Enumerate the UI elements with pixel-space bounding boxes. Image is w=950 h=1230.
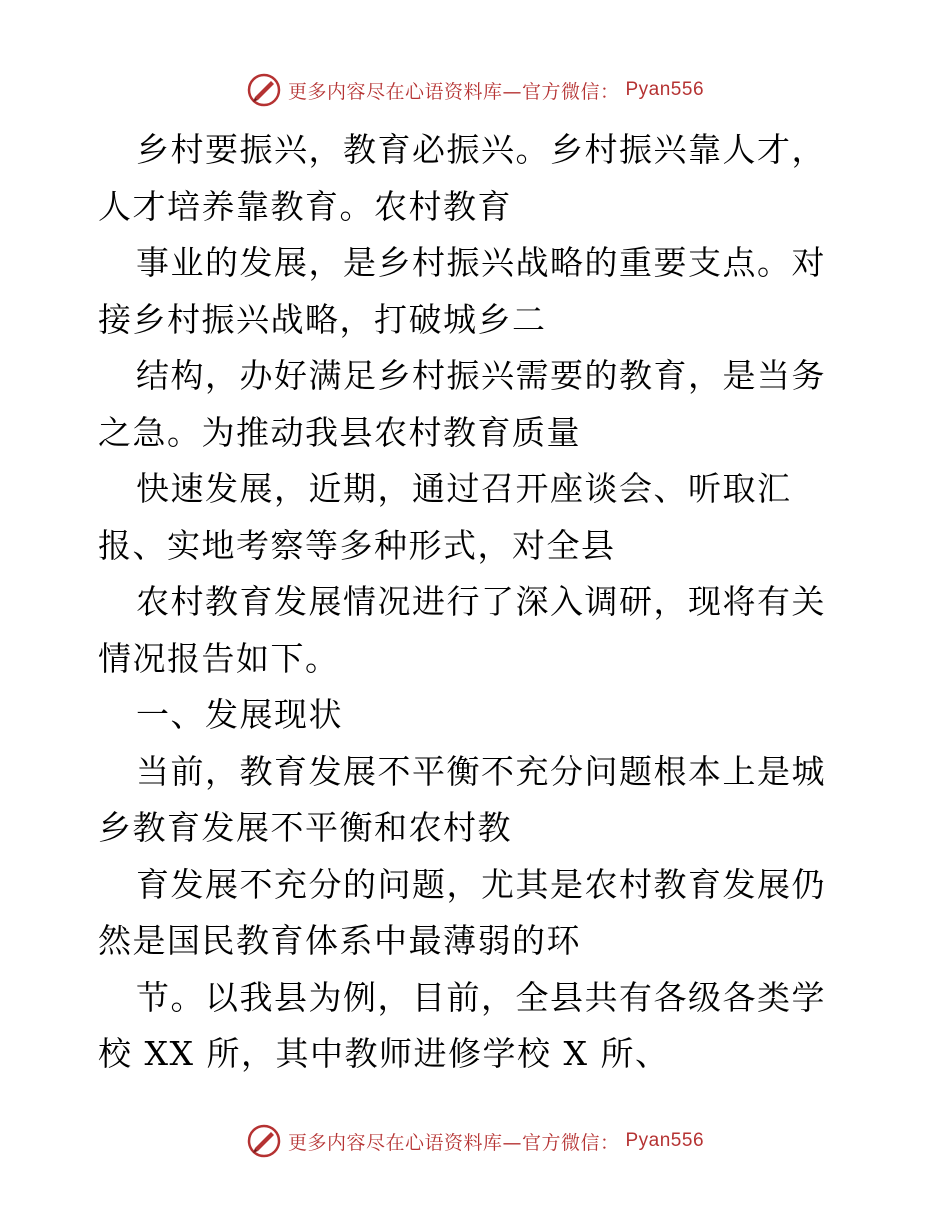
- header-watermark: [0, 72, 950, 108]
- paragraph: 事业的发展，是乡村振兴战略的重要支点。对接乡村振兴战略，打破城乡二: [98, 243, 826, 339]
- paragraph: 乡村要振兴，教育必振兴。乡村振兴靠人才，人才培养靠教育。农村教育: [98, 130, 826, 226]
- paragraph: 育发展不充分的问题，尤其是农村教育发展仍然是国民教育体系中最薄弱的环: [98, 864, 826, 960]
- watermark-text: 更多内容尽在心语资料库—官方微信：: [287, 80, 620, 103]
- paragraph: 快速发展，近期，通过召开座谈会、听取汇报、实地考察等多种形式，对全县: [98, 469, 792, 565]
- watermark-handle: Pyan556: [625, 1130, 705, 1151]
- paragraph: 农村教育发展情况进行了深入调研，现将有关情况报告如下。: [98, 582, 826, 678]
- pen-logo-icon: [246, 72, 282, 108]
- pen-logo-icon: [246, 1123, 282, 1159]
- paragraph: 节。以我县为例，目前，全县共有各级各类学校 XX 所，其中教师进修学校 X 所、: [98, 977, 826, 1073]
- paragraph: 当前，教育发展不平衡不充分问题根本上是城乡教育发展不平衡和农村教: [98, 751, 826, 847]
- document-body: [98, 122, 858, 1083]
- paragraph: 结构，办好满足乡村振兴需要的教育，是当务之急。为推动我县农村教育质量: [98, 356, 826, 452]
- section-heading: 一、发展现状: [136, 695, 343, 734]
- footer-watermark: [0, 1123, 950, 1159]
- watermark-text: 更多内容尽在心语资料库—官方微信：: [287, 1131, 620, 1154]
- watermark-handle: Pyan556: [625, 79, 705, 100]
